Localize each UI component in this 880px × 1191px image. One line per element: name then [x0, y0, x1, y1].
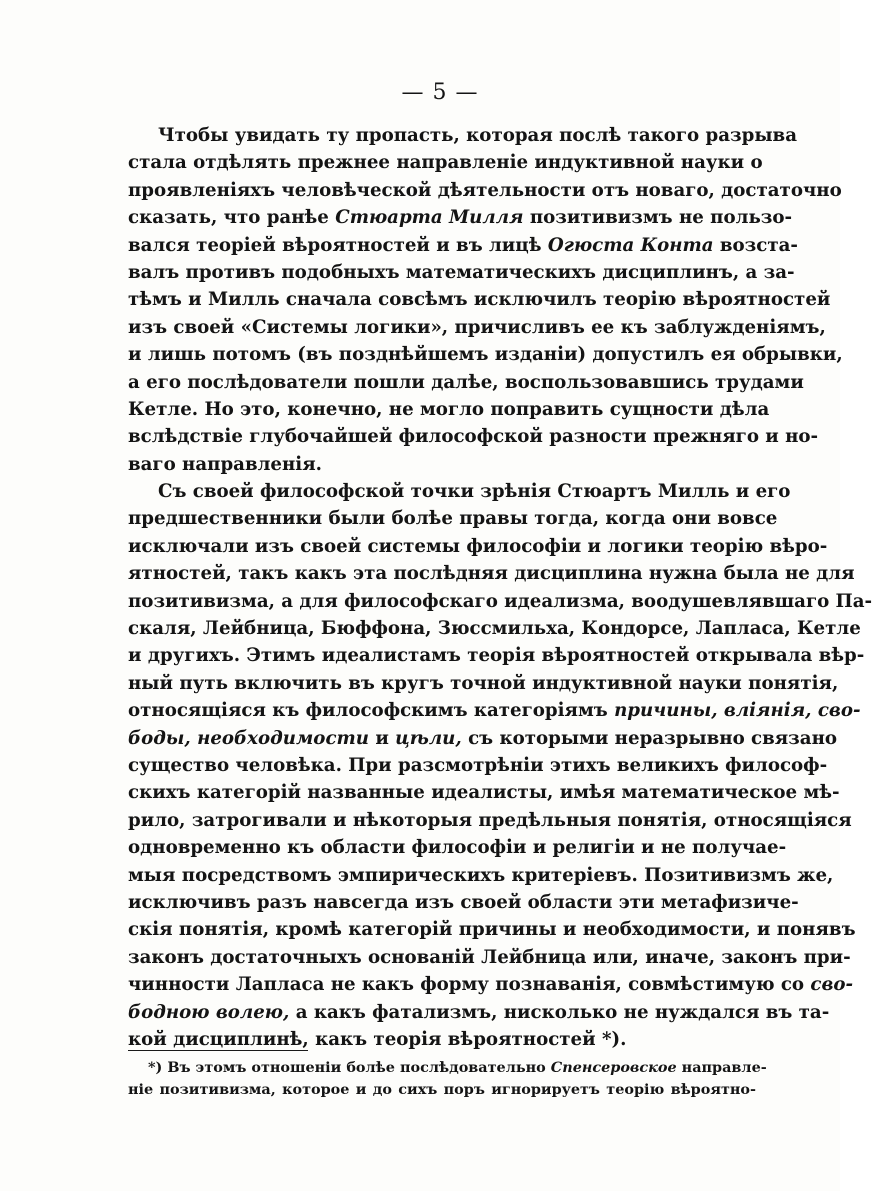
italic-phrase: бодною волею, [128, 1001, 290, 1023]
text-run: возста- [719, 234, 798, 256]
italic-phrase: причины, вліянія, сво- [614, 700, 861, 722]
text-line [128, 670, 839, 697]
text-line [128, 259, 795, 286]
text-line [128, 588, 873, 615]
text-run: вался теоріей вѣроятностей и въ лицѣ [128, 234, 542, 256]
text-line [128, 944, 851, 971]
text-run: законъ достаточныхъ основаній Лейбница или, иначе, законъ при- [128, 946, 851, 968]
text-line [128, 807, 852, 834]
text-run: мыя посредствомъ эмпирическихъ критеріевъ. Позитивизмъ же, [128, 864, 834, 886]
text-run: относящіяся къ философскимъ категоріямъ [128, 700, 608, 722]
italic-phrase: Стюарта Милля [335, 207, 524, 229]
text-run: рило, затрогивали и нѣкоторыя предѣльныя понятія, относящіяся [128, 809, 852, 831]
text-line [128, 999, 830, 1026]
text-line [128, 396, 770, 423]
text-line [128, 862, 834, 889]
text-run: а его послѣдователи пошли далѣе, воспользовавшись трудами [128, 371, 804, 393]
text-run: исключали изъ своей системы философіи и логики теорію вѣро- [128, 535, 828, 557]
text-run: Съ своей философской точки зрѣнія Стюартъ Милль и его [158, 481, 791, 503]
text-line [128, 149, 763, 176]
text-line [128, 725, 838, 752]
italic-phrase: сво- [810, 974, 854, 996]
text-run: Кетле. Но это, конечно, не могло поправить сущности дѣла [128, 398, 770, 420]
body-text [128, 122, 873, 1053]
text-line [128, 533, 828, 560]
text-run: одновременно къ области философіи и религіи и не получае- [128, 837, 787, 859]
italic-phrase: боды, необходимости [128, 727, 369, 749]
text-run: вслѣдствіе глубочайшей философской разности прежняго и но- [128, 426, 819, 448]
text-run: направле- [681, 1059, 767, 1076]
text-run: Чтобы увидать ту пропасть, которая послѣ такого разрыва [158, 125, 797, 146]
text-run: ваго направленія. [128, 453, 322, 475]
italic-phrase: цѣли, [395, 727, 462, 749]
text-run: скія понятія, кромѣ категорій причины и необходимости, и понявъ [128, 919, 856, 941]
text-line [128, 1057, 767, 1079]
text-run: и лишь потомъ (въ позднѣйшемъ изданіи) допустилъ ея обрывки, [128, 344, 843, 366]
text-line [128, 478, 791, 505]
text-line [128, 314, 826, 341]
text-run: проявленіяхъ человѣческой дѣятельности отъ новаго, достаточно [128, 179, 842, 201]
text-line [128, 1079, 756, 1101]
text-run: ный путь включить въ кругъ точной индуктивной науки понятія, [128, 672, 839, 694]
text-line [128, 451, 756, 478]
italic-phrase: Спенсеровское [550, 1059, 677, 1076]
text-run: исключивъ разъ навсегда изъ своей области эти метафизиче- [128, 891, 799, 913]
text-line [128, 122, 797, 149]
text-line [128, 505, 778, 532]
text-run: тѣмъ и Милль сначала совсѣмъ исключилъ теорію вѣроятностей [128, 289, 831, 311]
text-run: валъ противъ подобныхъ математическихъ дисциплинъ, а за- [128, 261, 795, 283]
text-line [128, 341, 843, 368]
text-run: чинности Лапласа не какъ форму познаванія, совмѣстимую со [128, 974, 805, 996]
text-run: существо человѣка. При разсмотрѣніи этихъ великихъ философ- [128, 754, 828, 776]
text-run: позитивизма, а для философскаго идеализма, воодушевлявшаго Па- [128, 590, 873, 612]
text-run: скаля, Лейбница, Бюффона, Зюссмильха, Кондорсе, Лапласа, Кетле [128, 618, 861, 640]
text-run: предшественники были болѣе правы тогда, когда они вовсе [128, 508, 778, 530]
text-line [128, 177, 842, 204]
footnote-text [128, 1057, 767, 1101]
text-run: а какъ фатализмъ, нисколько не нуждался въ та- [295, 1001, 830, 1023]
text-run: и [375, 727, 389, 749]
text-run: позитивизмъ не пользо- [529, 207, 793, 229]
text-line [128, 916, 856, 943]
text-run: *) Въ этомъ отношеніи болѣе послѣдовательно [148, 1059, 546, 1076]
text-run: и другихъ. Этимъ идеалистамъ теорія вѣроятностей открывала вѣр- [128, 645, 865, 667]
text-line [128, 971, 854, 998]
text-run: кой дисциплинѣ, какъ теорія вѣроятностей *). [128, 1028, 627, 1050]
footnote-divider [128, 1050, 308, 1051]
text-run: скихъ категорій названные идеалисты, имѣя математическое мѣ- [128, 782, 840, 804]
text-line [128, 369, 804, 396]
text-run: съ которыми неразрывно связано [468, 727, 838, 749]
text-line [128, 286, 831, 313]
text-line [128, 779, 840, 806]
text-line [128, 560, 855, 587]
text-run: сказать, что ранѣе [128, 207, 329, 229]
text-line [128, 423, 819, 450]
text-line [128, 232, 798, 259]
text-run: стала отдѣлять прежнее направленіе индуктивной науки о [128, 152, 763, 174]
text-line [128, 615, 861, 642]
page-number: — 5 — [401, 80, 479, 105]
text-line [128, 204, 793, 231]
text-line [128, 697, 861, 724]
text-line [128, 752, 828, 779]
text-line [128, 642, 865, 669]
text-run: ніе позитивизма, которое и до сихъ поръ игнорируетъ теорію вѣроятно- [128, 1081, 756, 1098]
text-line [128, 889, 799, 916]
italic-phrase: Огюста Конта [547, 234, 714, 256]
text-run: изъ своей «Системы логики», причисливъ ее къ заблужденіямъ, [128, 316, 826, 338]
text-line [128, 834, 787, 861]
text-run: ятностей, такъ какъ эта послѣдняя дисциплина нужна была не для [128, 563, 855, 585]
